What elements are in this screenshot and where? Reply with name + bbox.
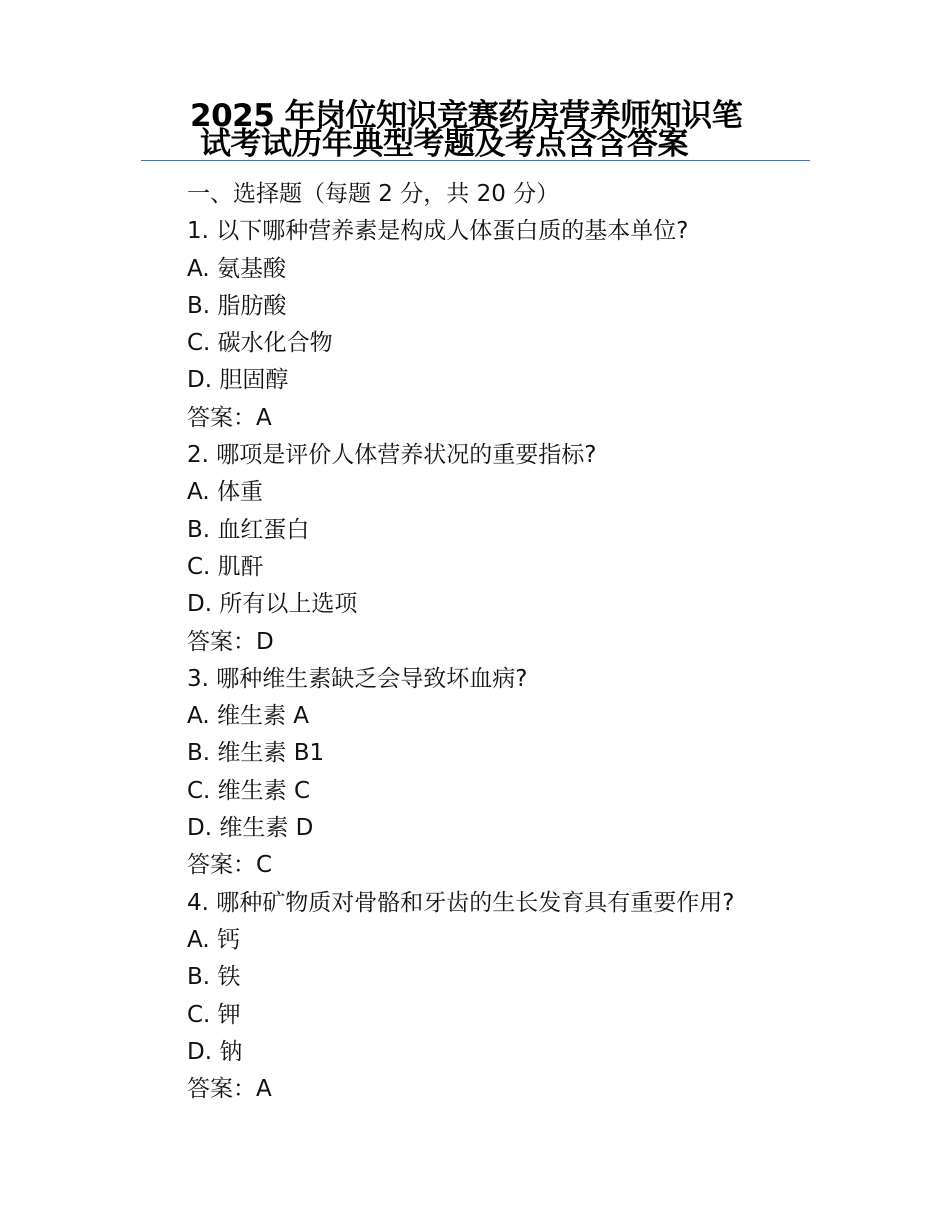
section-heading: 一、选择题（每题 2 分，共 20 分） [187, 181, 560, 207]
option-b: B. 铁 [187, 964, 241, 991]
option-d: D. 所有以上选项 [187, 591, 358, 618]
option-b: B. 维生素 B1 [187, 740, 325, 767]
answer-text: 答案：D [187, 628, 274, 655]
option-d: D. 钠 [187, 1038, 243, 1065]
option-d: D. 维生素 D [187, 815, 314, 842]
document-body [187, 176, 827, 1108]
document-title [190, 98, 810, 162]
option-c: C. 钾 [187, 1001, 241, 1028]
question-text: 1. 以下哪种营养素是构成人体蛋白质的基本单位? [187, 218, 689, 245]
title-line-2: 试考试历年典型考题及考点含含答案 [200, 126, 688, 162]
question-text: 4. 哪种矿物质对骨骼和牙齿的生长发育具有重要作用? [187, 889, 735, 916]
answer-text: 答案：C [187, 852, 273, 879]
option-c: C. 维生素 C [187, 777, 311, 804]
option-b: B. 血红蛋白 [187, 516, 310, 543]
option-d: D. 胆固醇 [187, 367, 289, 394]
option-c: C. 肌酐 [187, 553, 264, 580]
question-text: 2. 哪项是评价人体营养状况的重要指标? [187, 442, 597, 469]
option-a: A. 维生素 A [187, 703, 309, 730]
answer-text: 答案：A [187, 1076, 272, 1103]
title-line-1: 2025 年岗位知识竞赛药房营养师知识笔 [190, 98, 743, 134]
header-rule [141, 160, 810, 161]
question-text: 3. 哪种维生素缺乏会导致坏血病? [187, 665, 528, 692]
option-b: B. 脂肪酸 [187, 292, 287, 319]
question-block-3 [187, 661, 827, 885]
question-block-1 [187, 213, 827, 437]
option-a: A. 氨基酸 [187, 255, 286, 282]
question-block-2 [187, 437, 827, 661]
option-a: A. 体重 [187, 479, 263, 506]
option-c: C. 碳水化合物 [187, 330, 333, 357]
answer-text: 答案：A [187, 404, 272, 431]
option-a: A. 钙 [187, 926, 240, 953]
question-block-4 [187, 885, 827, 1109]
